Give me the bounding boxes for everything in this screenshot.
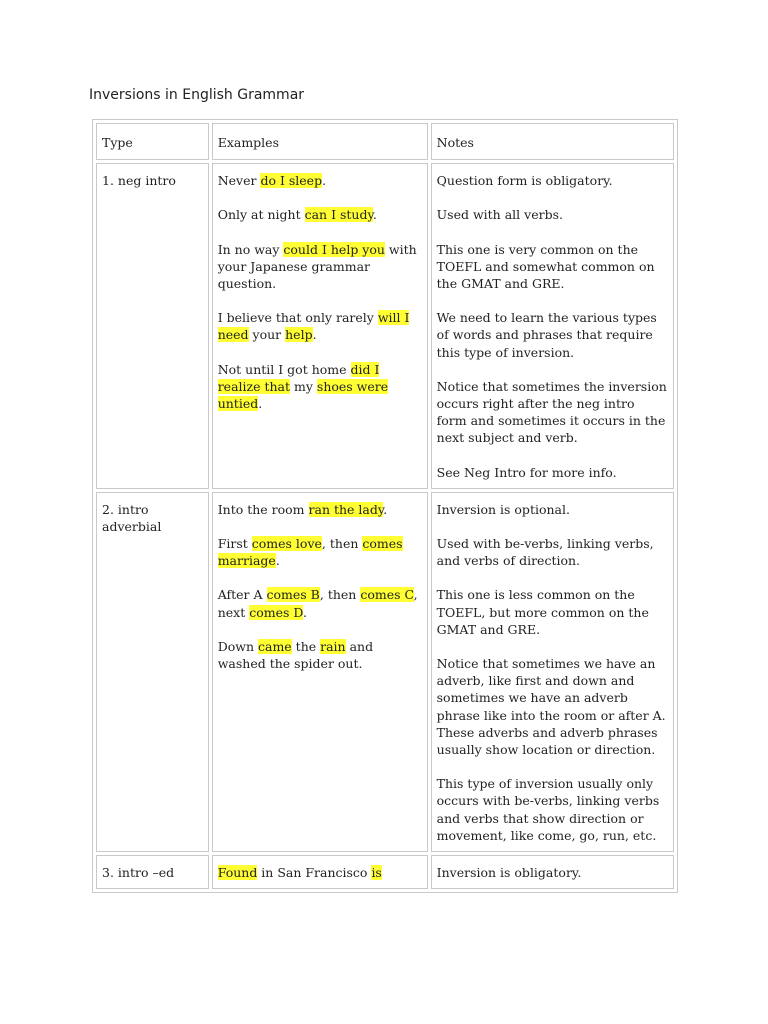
highlighted-text: comes C [360, 587, 414, 603]
example-sentence [218, 241, 422, 293]
table-row [96, 855, 674, 889]
example-sentence [218, 206, 422, 223]
example-sentence [218, 864, 422, 881]
note-paragraph: Inversion is obligatory. [436, 865, 582, 881]
type-cell: 3. intro –ed [96, 855, 209, 889]
example-text: . [322, 173, 327, 189]
example-sentence [218, 535, 422, 569]
example-text: . [258, 396, 263, 412]
highlighted-text: Found [217, 865, 258, 881]
note-paragraph: Question form is obligatory. [436, 173, 613, 189]
examples-cell [212, 855, 428, 889]
highlighted-text: comes love [251, 536, 322, 552]
example-text: After A [217, 587, 267, 603]
examples-cell [212, 163, 428, 489]
example-text: Into the room [217, 501, 309, 517]
notes-cell [431, 163, 674, 489]
inversions-table [92, 119, 678, 893]
example-text: Not until I got home [217, 361, 351, 377]
highlighted-text: ran the lady [308, 501, 384, 517]
example-text: my [290, 378, 317, 394]
highlighted-text: rain [320, 638, 346, 654]
table-row [96, 163, 674, 489]
example-sentence [218, 361, 422, 413]
example-sentence [218, 638, 422, 672]
note-paragraph: Used with be-verbs, linking verbs, and verbs of direction. [436, 536, 654, 569]
example-text: Only at night [217, 207, 305, 223]
highlighted-text: comes D [249, 604, 303, 620]
example-text: . [383, 501, 388, 517]
header-type: Type [96, 123, 209, 160]
example-text: the [291, 638, 321, 654]
note-paragraph: See Neg Intro for more info. [436, 464, 617, 480]
note-paragraph: Used with all verbs. [436, 207, 563, 223]
header-examples: Examples [212, 123, 428, 160]
example-text: . [372, 207, 377, 223]
highlighted-text: comes marriage [217, 536, 403, 569]
notes-cell [431, 855, 674, 889]
type-cell: 2. intro adverbial [96, 492, 209, 852]
highlighted-text: comes B [266, 587, 320, 603]
highlighted-text: shoes were untied [217, 378, 389, 412]
note-paragraph: This one is very common on the TOEFL and somewhat common on the GMAT and GRE. [436, 241, 655, 292]
highlighted-text: is [371, 865, 382, 881]
note-paragraph: Inversion is optional. [436, 501, 570, 517]
note-paragraph: We need to learn the various types of words and phrases that require this type of inversion. [436, 310, 657, 360]
example-text: and washed the spider out. [217, 638, 374, 672]
note-paragraph: Notice that sometimes we have an adverb, like first and down and sometimes we have an adverb phrase like into the room or after A. These adverbs and adverb phrases usually show location or direction. [436, 656, 666, 758]
highlighted-text: did I realize that [217, 361, 380, 394]
highlighted-text: could I help you [283, 241, 385, 257]
highlighted-text: do I sleep [260, 173, 323, 189]
note-paragraph: This one is less common on the TOEFL, but more common on the GMAT and GRE. [436, 587, 649, 637]
table-row [96, 492, 674, 852]
table-header-row [96, 123, 674, 160]
note-paragraph: Notice that sometimes the inversion occurs right after the neg intro form and sometimes it occurs in the next subject and verb. [436, 378, 667, 446]
example-sentence [218, 586, 422, 620]
example-text: . [275, 553, 280, 569]
type-cell: 1. neg intro [96, 163, 209, 489]
highlighted-text: help [285, 327, 313, 343]
highlighted-text: came [257, 638, 292, 654]
example-text: First [217, 536, 252, 552]
example-text: , then [321, 536, 363, 552]
example-text: . [302, 604, 307, 620]
example-text: your [248, 327, 286, 343]
example-text: I believe that only rarely [217, 310, 378, 326]
note-paragraph: This type of inversion usually only occurs with be-verbs, linking verbs and verbs that show direction or movement, like come, go, run, etc. [436, 776, 660, 843]
page-title: Inversions in English Grammar [89, 87, 305, 103]
notes-cell [431, 492, 674, 852]
examples-cell [212, 492, 428, 852]
highlighted-text: can I study [304, 207, 373, 223]
example-sentence [218, 309, 422, 343]
example-text: . [312, 327, 317, 343]
example-text: , next [217, 587, 418, 620]
example-text: , then [319, 587, 361, 603]
example-sentence [218, 172, 422, 189]
example-sentence [218, 501, 422, 518]
example-text: In no way [217, 241, 284, 257]
example-text: in San Francisco [257, 865, 372, 881]
highlighted-text: will I need [217, 310, 410, 343]
header-notes: Notes [431, 123, 674, 160]
example-text: Down [217, 638, 258, 654]
example-text: with your Japanese grammar question. [217, 241, 417, 292]
example-text: Never [217, 173, 261, 189]
